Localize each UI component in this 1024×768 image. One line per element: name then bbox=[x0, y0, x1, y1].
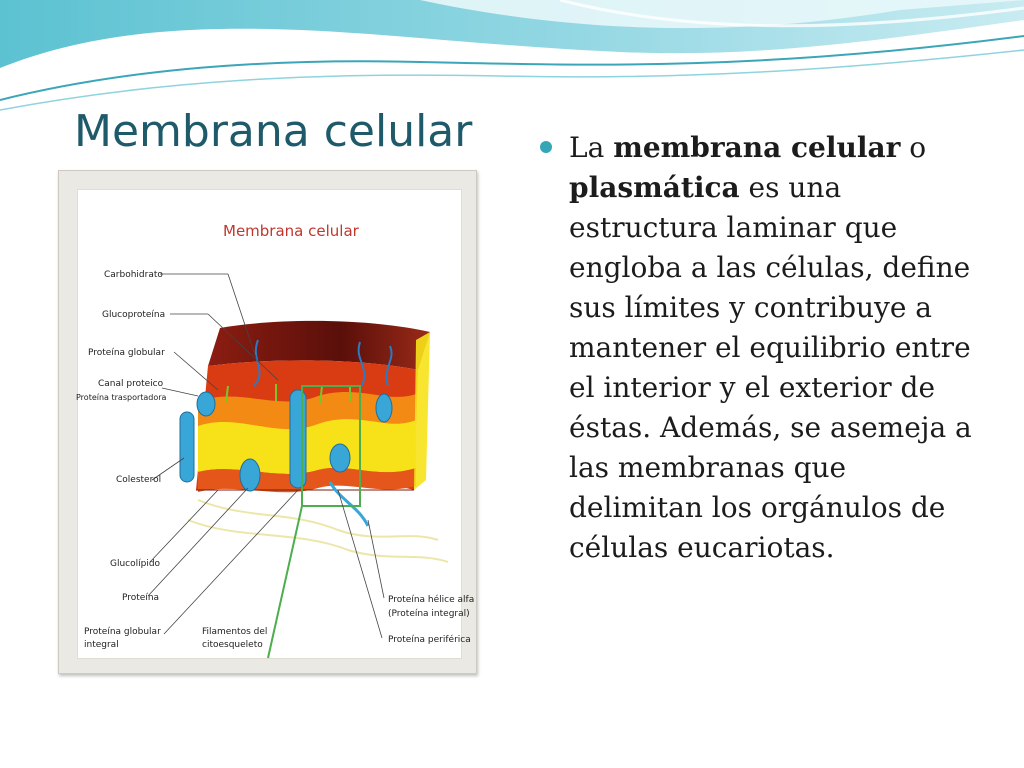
label-glucolipido: Glucolípido bbox=[110, 559, 161, 569]
label-citoesqueleto: citoesqueleto bbox=[202, 640, 263, 650]
bullet-list bbox=[540, 128, 980, 568]
text-plain-2: o bbox=[900, 131, 927, 164]
label-proteina-integral: (Proteína integral) bbox=[388, 609, 470, 619]
bullet-item bbox=[540, 128, 980, 568]
term-plasmatica: plasmática bbox=[569, 171, 740, 204]
text-plain-1: La bbox=[569, 131, 614, 164]
label-carbohidrato: Carbohidrato bbox=[104, 270, 163, 280]
slide-title: Membrana celular bbox=[74, 106, 473, 157]
label-filamentos: Filamentos del bbox=[202, 627, 268, 637]
membrane-diagram bbox=[76, 189, 475, 659]
label-integral: integral bbox=[84, 640, 119, 650]
label-proteina-globular-integral: Proteína globular bbox=[84, 627, 161, 637]
label-proteina: Proteína bbox=[122, 593, 160, 603]
term-membrana-celular: membrana celular bbox=[613, 131, 901, 164]
label-glucoproteina: Glucoproteína bbox=[102, 310, 166, 320]
label-proteina-helice: Proteína hélice alfa bbox=[388, 595, 475, 605]
label-proteina-periferica: Proteína periférica bbox=[388, 635, 471, 645]
diagram-title: Membrana celular bbox=[223, 222, 359, 240]
label-proteina-globular: Proteína globular bbox=[88, 348, 165, 358]
label-proteina-transportadora: Proteína trasportadora bbox=[76, 393, 167, 402]
label-colesterol: Colesterol bbox=[116, 475, 162, 485]
text-plain-3: es una estructura laminar que engloba a las células, define sus límites y contribuye a mantener el equilibrio entre el interior y el exterior de éstas. Además, se asemeja a las membranas que delimitan los orgánulos de células eucariotas. bbox=[569, 171, 972, 564]
bullet-dot-icon bbox=[540, 141, 552, 153]
figure-frame bbox=[58, 170, 477, 674]
label-canal-proteico: Canal proteico bbox=[98, 379, 164, 389]
membrane-block bbox=[180, 321, 448, 658]
